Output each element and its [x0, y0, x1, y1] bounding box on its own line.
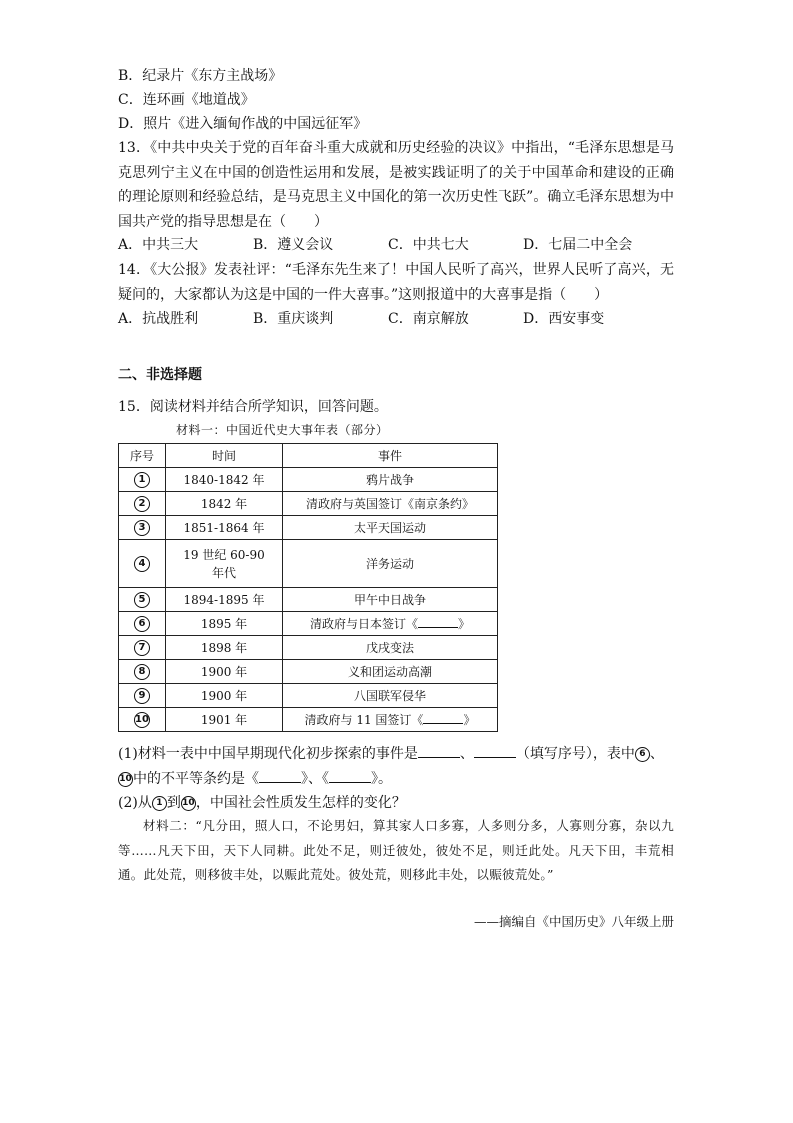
- row-event: 清政府与英国签订《南京条约》: [283, 492, 498, 516]
- row-time: 1894-1895 年: [166, 588, 283, 612]
- q14-options: [118, 307, 658, 331]
- row-time: 1851-1864 年: [166, 516, 283, 540]
- row-number: 5: [134, 592, 150, 608]
- q14-option-d: D．西安事变: [523, 311, 605, 327]
- table-row: [119, 492, 498, 516]
- q15-sub1: (1)材料一表中中国早期现代化初步探索的事件是 、 （填写序号），表中 6 、 10中的不平等条约是《 》、《 》。: [118, 746, 664, 787]
- material1-caption: 材料一：中国近代史大事年表（部分）: [176, 423, 389, 437]
- table-row: [119, 468, 498, 492]
- table-row: [119, 612, 498, 636]
- row-event: 八国联军侵华: [283, 684, 498, 708]
- table-row: [119, 540, 498, 588]
- treaty-blank[interactable]: [423, 711, 463, 724]
- material2-source: ——摘编自《中国历史》八年级上册: [473, 914, 674, 929]
- table-header-row: [119, 444, 498, 468]
- treaty-blank[interactable]: [418, 615, 458, 628]
- treaty-prefix: 清政府与 11 国签订《: [304, 712, 424, 727]
- header-number: 序号: [119, 444, 166, 468]
- ref-number-10: 10: [181, 796, 196, 811]
- row-number: 3: [134, 520, 150, 536]
- row-event: 戊戌变法: [283, 636, 498, 660]
- row-number: 6: [134, 616, 150, 632]
- sub1-text-a: (1)材料一表中中国早期现代化初步探索的事件是: [118, 746, 418, 762]
- table-row: [119, 708, 498, 732]
- treaty-suffix: 》: [458, 616, 471, 631]
- ref-number-6: 6: [635, 747, 650, 762]
- sub2-text-b: 到: [166, 795, 181, 811]
- row-number: 8: [134, 664, 150, 680]
- ref-number-10: 10: [118, 772, 133, 787]
- answer-blank[interactable]: [474, 745, 516, 758]
- q15-sub2: [118, 791, 406, 815]
- q13-option-d: D．七届二中全会: [523, 237, 633, 253]
- row-time: 1900 年: [166, 660, 283, 684]
- row-event: 甲午中日战争: [283, 588, 498, 612]
- row-event: [283, 612, 498, 636]
- sub2-text-c: ，中国社会性质发生怎样的变化？: [195, 795, 406, 811]
- table-row: [119, 636, 498, 660]
- table-row: [119, 516, 498, 540]
- q12-option-d: D．照片《进入缅甸作战的中国远征军》: [118, 116, 368, 132]
- header-event: 事件: [283, 444, 498, 468]
- sub1-text-d: 》、《: [301, 771, 329, 787]
- row-number: 10: [134, 712, 150, 728]
- row-time: 1842 年: [166, 492, 283, 516]
- q13-options: [118, 233, 658, 257]
- q13-option-b: B．遵义会议: [253, 237, 334, 253]
- q15-intro: 15．阅读材料并结合所学知识，回答问题。: [118, 399, 388, 415]
- row-number: 1: [134, 472, 150, 488]
- section-title: 二、非选择题: [118, 367, 202, 383]
- treaty-prefix: 清政府与日本签订《: [309, 616, 418, 631]
- row-number: 7: [134, 640, 150, 656]
- q13-option-a: A．中共三大: [118, 237, 199, 253]
- header-time: 时间: [166, 444, 283, 468]
- sub1-text-e: 》。: [371, 771, 392, 787]
- row-number: 9: [134, 688, 150, 704]
- treaty-suffix: 》: [463, 712, 476, 727]
- row-time: 1900 年: [166, 684, 283, 708]
- row-time: 19 世纪 60-90 年代: [166, 540, 283, 588]
- row-time: 1840-1842 年: [166, 468, 283, 492]
- row-event: 洋务运动: [283, 540, 498, 588]
- table-row: [119, 660, 498, 684]
- row-event: 太平天国运动: [283, 516, 498, 540]
- row-event: 鸦片战争: [283, 468, 498, 492]
- row-time: 1898 年: [166, 636, 283, 660]
- row-time: 1895 年: [166, 612, 283, 636]
- q13-option-c: C．中共七大: [388, 237, 469, 253]
- table-row: [119, 684, 498, 708]
- q12-option-b: B．纪录片《东方主战场》: [118, 68, 283, 84]
- answer-blank[interactable]: [259, 770, 301, 783]
- sub2-text-a: (2)从: [118, 795, 152, 811]
- q14-option-a: A．抗战胜利: [118, 311, 199, 327]
- row-time: 1901 年: [166, 708, 283, 732]
- q14-stem: 14．《大公报》发表社评：“毛泽东先生来了！中国人民听了高兴，世界人民听了高兴，无疑问的，大家都认为这是中国的一件大喜事。”这则报道中的大喜事是指（ ）: [118, 262, 674, 303]
- answer-blank[interactable]: [418, 745, 460, 758]
- row-number: 2: [134, 496, 150, 512]
- q14-option-b: B．重庆谈判: [253, 311, 334, 327]
- q13-stem: 13．《中共中央关于党的百年奋斗重大成就和历史经验的决议》中指出，“毛泽东思想是马克思列宁主义在中国的创造性运用和发展，是被实践证明了的关于中国革命和建设的正确的理论原则和经验总结，是马克思主义中国化的第一次历史性飞跃”。确立毛泽东思想为中国共产党的指导思想是在（ ）: [118, 140, 674, 230]
- material2-text: 材料二：“凡分田，照人口，不论男妇，算其家人口多寡，人多则分多，人寡则分寡，杂以九等……凡天下田，天下人同耕。此处不足，则迁彼处，彼处不足，则迁此处。凡天下田，丰荒相通。此处荒，则移彼丰处，以赈此荒处。彼处荒，则移此丰处，以赈彼荒处。”: [118, 818, 674, 882]
- row-number: 4: [134, 556, 150, 572]
- sub1-text-c: 中的不平等条约是《: [133, 771, 259, 787]
- answer-blank[interactable]: [329, 770, 371, 783]
- q14-option-c: C．南京解放: [388, 311, 469, 327]
- q12-option-c: C．连环画《地道战》: [118, 92, 255, 108]
- sub1-text-b: （填写序号），表中: [515, 746, 635, 762]
- table-row: [119, 588, 498, 612]
- events-table: [118, 443, 498, 732]
- row-event: [283, 708, 498, 732]
- row-event: 义和团运动高潮: [283, 660, 498, 684]
- ref-number-1: 1: [152, 796, 167, 811]
